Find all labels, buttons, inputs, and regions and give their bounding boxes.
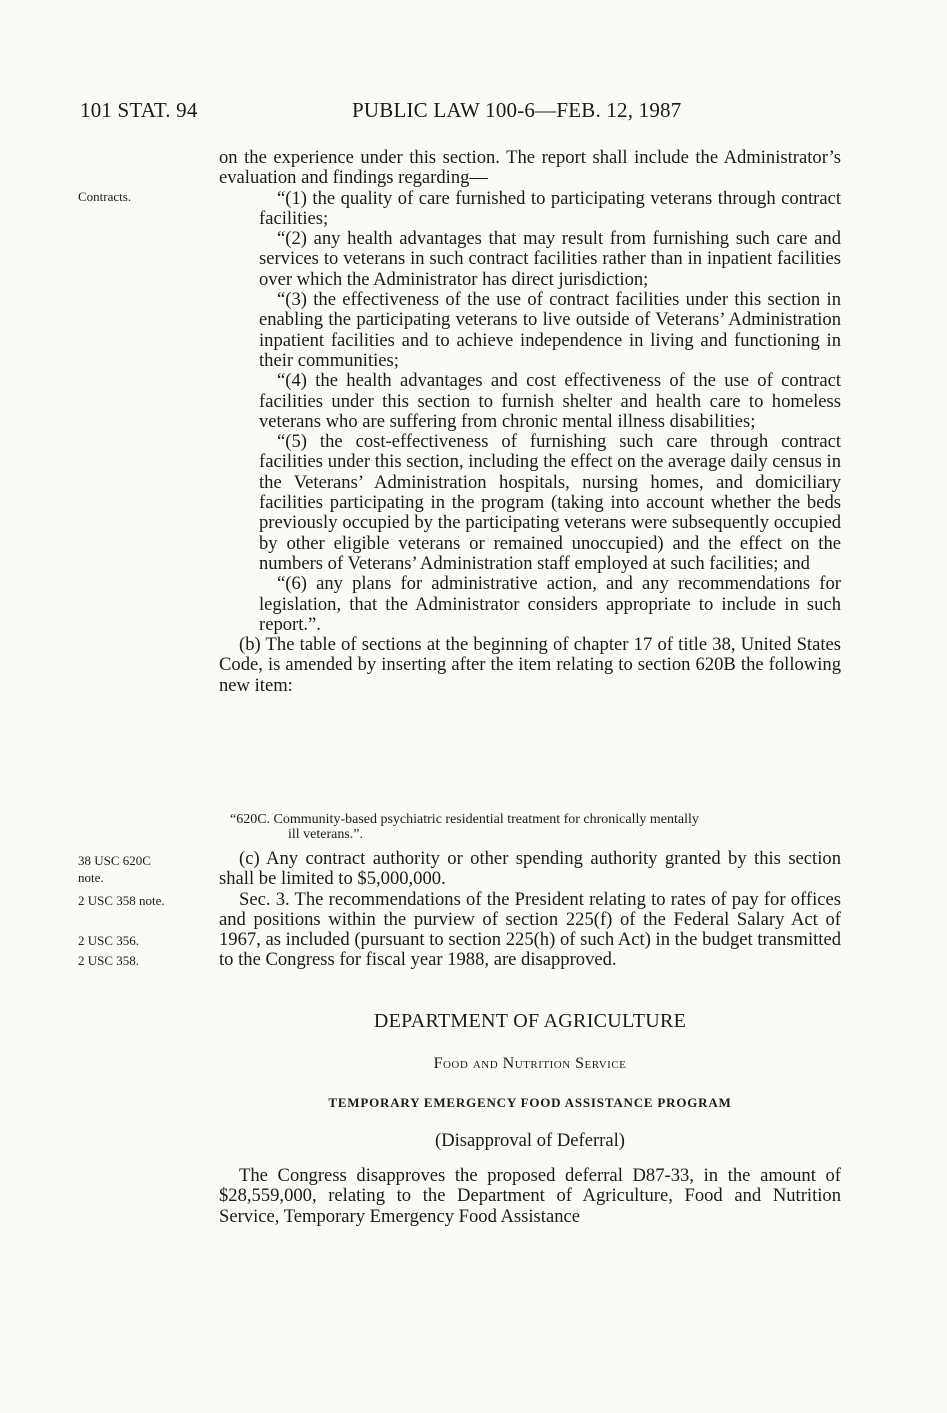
- final-paragraph-block: [219, 1166, 841, 1227]
- item-1: “(1) the quality of care furnished to participating veterans through contract facilities;: [259, 187, 841, 229]
- item-4: “(4) the health advantages and cost effectiveness of the use of contract facilities under this section to furnish shelter and health care to homeless veterans who are suffering from chronic mental illness disabilities;: [259, 370, 841, 432]
- report-items-block: [219, 148, 841, 696]
- running-header: PUBLIC LAW 100-6—FEB. 12, 1987: [352, 98, 682, 122]
- section-3: Sec. 3. The recommendations of the President relating to rates of pay for offices and positions within the purview of section 225(f) of the Federal Salary Act of 1967, as included (pursuant to section 225(h) of such Act) in the budget transmitted to the Congress for fiscal year 1988, are disapproved.: [219, 888, 841, 971]
- margin-note-note: note.: [78, 870, 104, 885]
- new-item-line-1: “620C. Community-based psychiatric residential treatment for chronically mentally: [230, 812, 699, 827]
- page-number-header: 101 STAT. 94: [80, 98, 198, 122]
- margin-note-contracts: Contracts.: [78, 189, 132, 204]
- intro-paragraph: on the experience under this section. The report shall include the Administrator’s evaluation and findings regarding—: [219, 147, 841, 189]
- paragraph-c: (c) Any contract authority or other spending authority granted by this section shall be limited to $5,000,000.: [219, 848, 841, 890]
- paragraph-b: (b) The table of sections at the beginning of chapter 17 of title 38, United States Code, is amended by inserting after the item relating to section 620B the following new item:: [219, 634, 841, 696]
- program-heading: TEMPORARY EMERGENCY FOOD ASSISTANCE PROGRAM: [328, 1095, 732, 1110]
- new-table-item: [230, 812, 840, 842]
- disapproval-heading: (Disapproval of Deferral): [435, 1130, 625, 1151]
- section-c-block: [219, 849, 841, 971]
- margin-note-356: 2 USC 356.: [78, 933, 140, 948]
- item-2: “(2) any health advantages that may result from furnishing such care and services to veterans in such contract facilities rather than in inpatient facilities over which the Administrator has direct jurisdiction;: [259, 228, 841, 290]
- margin-note-358-note: 2 USC 358 note.: [78, 893, 165, 908]
- item-6: “(6) any plans for administrative action, and any recommendations for legislation, that the Administrator considers appropriate to include in such report.”.: [259, 573, 841, 635]
- item-3: “(3) the effectiveness of the use of contract facilities under this section in enabling the participating veterans to live outside of Veterans’ Administration inpatient facilities and to achieve independence in living and functioning in their communities;: [259, 289, 841, 371]
- item-5: “(5) the cost-effectiveness of furnishing such care through contract facilities under this section, including the effect on the average daily census in the Veterans’ Administration hospitals, nursing homes, and domiciliary facilities participating in the program (taking into account whether the beds previously occupied by the participating veterans were subsequently occupied by other eligible veterans or remained unoccupied) and the effect on the numbers of Veterans’ Administration staff employed at such facilities; and: [259, 431, 841, 574]
- margin-note-358: 2 USC 358.: [78, 953, 140, 968]
- department-heading: DEPARTMENT OF AGRICULTURE: [373, 1010, 687, 1032]
- final-paragraph: The Congress disapproves the proposed deferral D87-33, in the amount of $28,559,000, relating to the Department of Agriculture, Food and Nutrition Service, Temporary Emergency Food Assistance: [219, 1165, 841, 1227]
- agency-heading: Food and Nutrition Service: [433, 1055, 627, 1072]
- margin-note-usc-620c: 38 USC 620C: [78, 853, 151, 868]
- new-item-line-2: ill veterans.”.: [288, 827, 364, 842]
